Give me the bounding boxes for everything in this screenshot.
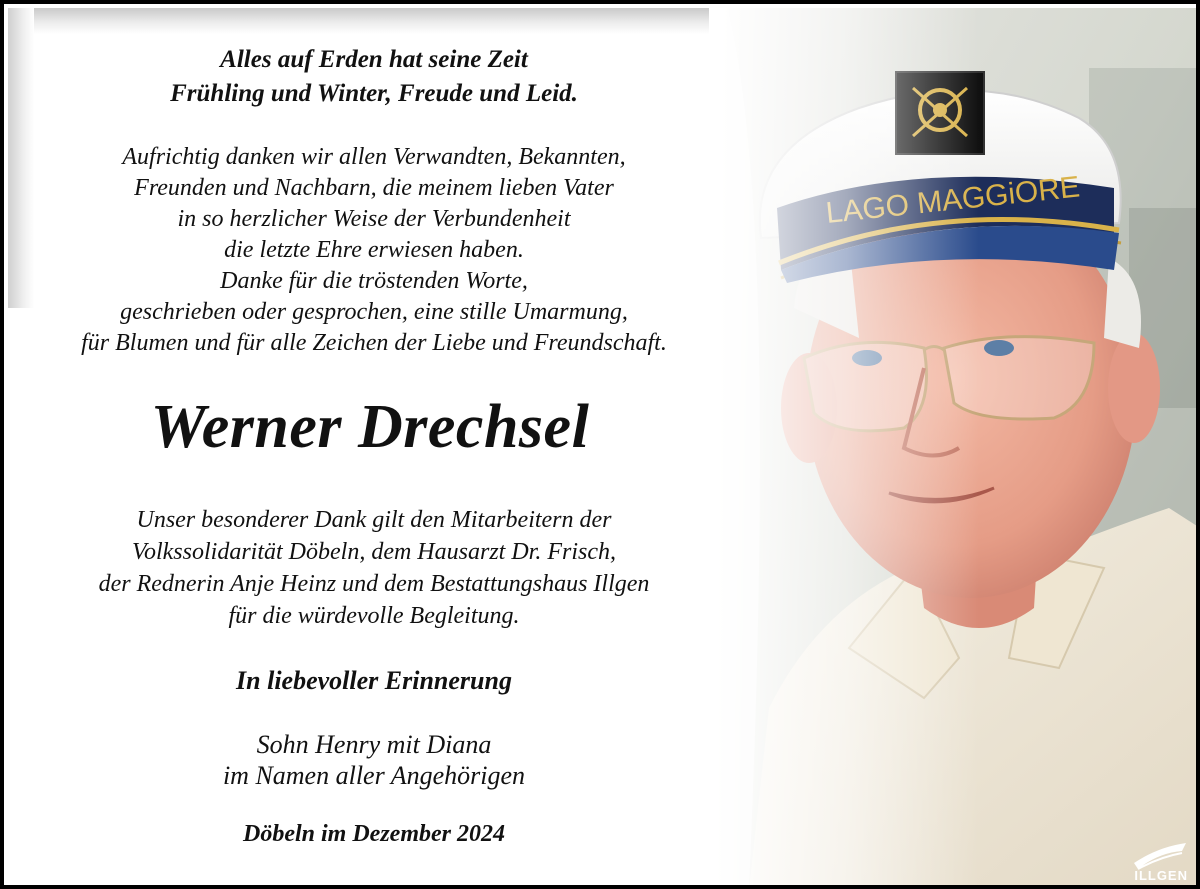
motto-line-1: Alles auf Erden hat seine Zeit [220, 46, 528, 73]
thanks-line-3: in so herzlicher Weise der Verbundenheit [177, 206, 571, 232]
motto-line-2: Frühling und Winter, Freude und Leid. [170, 80, 578, 107]
remembrance-heading: In liebevoller Erinnerung [236, 666, 512, 695]
thanks-line-1: Aufrichtig danken wir allen Verwandten, Bekannten, [122, 144, 626, 170]
family-line-1: Sohn Henry mit Diana [256, 730, 492, 759]
portrait-photo [709, 8, 1200, 889]
thanks-line-6: geschrieben oder gesprochen, eine stille Umarmung, [120, 299, 628, 325]
special-thanks-line-1: Unser besonderer Dank gilt den Mitarbeitern der [136, 507, 612, 533]
illgen-logo-text: ILLGEN [1134, 868, 1188, 883]
thanks-line-4: die letzte Ehre erwiesen haben. [224, 237, 524, 263]
special-thanks-line-2: Volkssolidarität Döbeln, dem Hausarzt Dr. Frisch, [131, 539, 616, 565]
decorative-shadow-top [8, 8, 768, 34]
place-date: Döbeln im Dezember 2024 [243, 821, 505, 847]
thanks-line-5: Danke für die tröstenden Worte, [220, 268, 528, 294]
special-thanks-line-4: für die würdevolle Begleitung. [228, 603, 520, 629]
special-thanks-line-3: der Rednerin Anje Heinz und dem Bestattungshaus Illgen [98, 571, 650, 597]
family-line-2: im Namen aller Angehörigen [222, 761, 526, 790]
deceased-name: Werner Drechsel [150, 393, 590, 461]
thanks-line-7: für Blumen und für alle Zeichen der Liebe und Freundschaft. [81, 330, 667, 356]
thanks-line-2: Freunden und Nachbarn, die meinem lieben Vater [134, 175, 614, 201]
